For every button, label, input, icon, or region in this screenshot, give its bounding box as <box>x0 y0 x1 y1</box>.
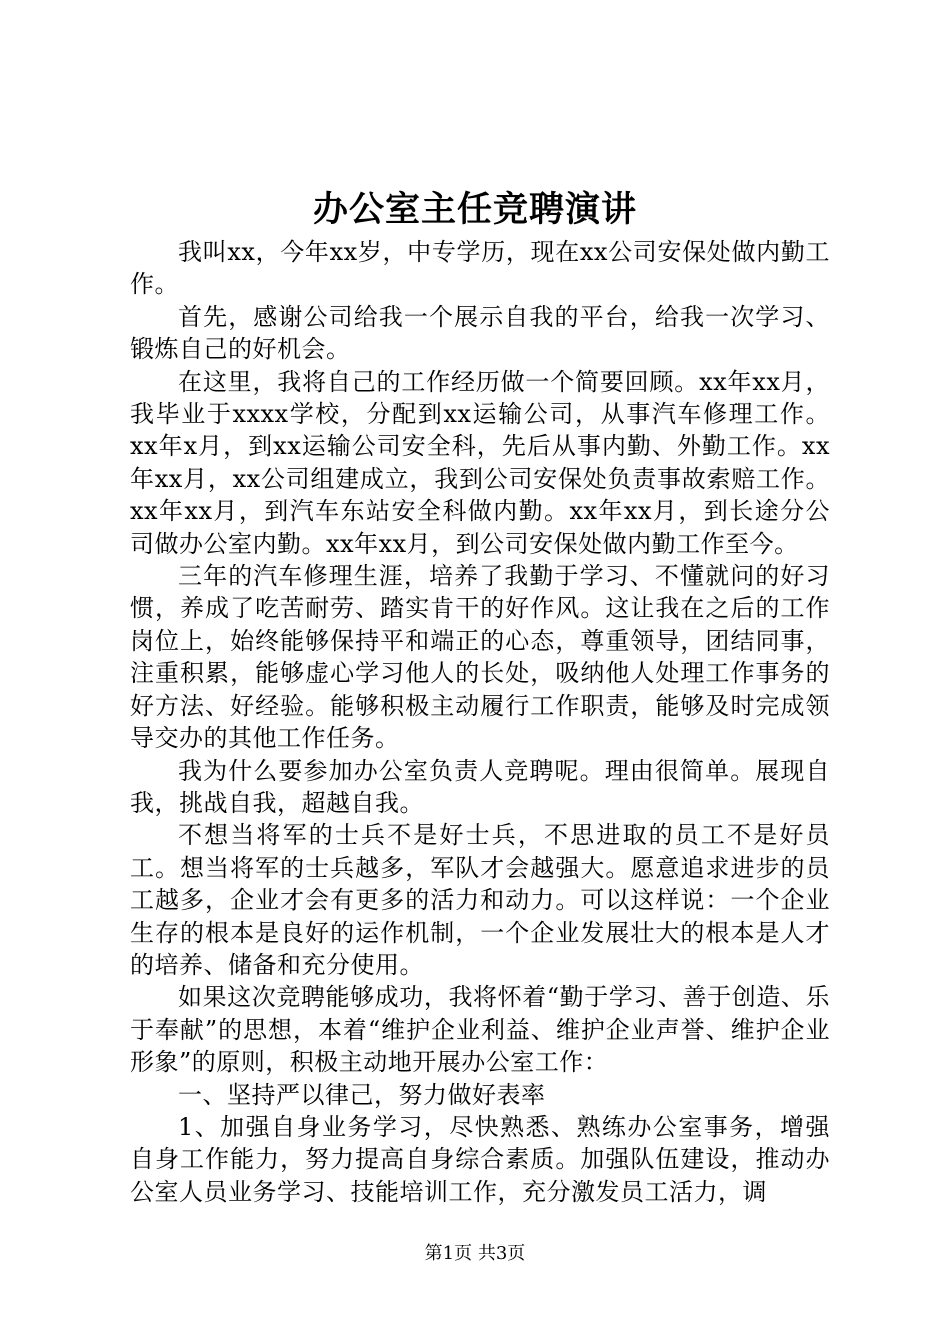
document-body <box>130 236 830 1208</box>
page-number-footer: 第1页 共3页 <box>424 1243 526 1264</box>
paragraph-introduction: 我叫xx，今年xx岁，中专学历，现在xx公司安保处做内勤工作。 <box>130 238 830 299</box>
paragraph-work-history: 在这里，我将自己的工作经历做一个简要回顾。xx年xx月，我毕业于xxxx学校，分配到xx运输公司，从事汽车修理工作。xx年x月，到xx运输公司安全科，先后从事内勤、外勤工作。xx年xx月，xx公司组建成立，我到公司安保处负责事故索赔工作。xx年xx月，到汽车东站安全科做内勤。xx年xx月，到长途分公司做办公室内勤。xx年xx月，到公司安保处做内勤工作至今。 <box>130 367 830 558</box>
paragraph-experience: 三年的汽车修理生涯，培养了我勤于学习、不懂就问的好习惯，养成了吃苦耐劳、踏实肯干的好作风。这让我在之后的工作岗位上，始终能够保持平和端正的心态，尊重领导，团结同事，注重积累，能够虚心学习他人的长处，吸纳他人处理工作事务的好方法、好经验。能够积极主动履行工作职责，能够及时完成领导交办的其他工作任务。 <box>130 562 830 753</box>
paragraph-soldier-metaphor: 不想当将军的士兵不是好士兵，不思进取的员工不是好员工。想当将军的士兵越多，军队才会越强大。愿意追求进步的员工越多，企业才会有更多的活力和动力。可以这样说：一个企业生存的根本是良好的运作机制，一个企业发展壮大的根本是人才的培养、储备和充分使用。 <box>130 821 830 979</box>
section-heading-1: 一、坚持严以律己，努力做好表率 <box>178 1080 546 1109</box>
paragraph-commitment: 如果这次竞聘能够成功，我将怀着“勤于学习、善于创造、乐于奉献”的思想，本着“维护企业利益、维护企业声誉、维护企业形象”的原则，积极主动地开展办公室工作： <box>130 983 830 1077</box>
document-title: 办公室主任竞聘演讲 <box>312 189 637 230</box>
paragraph-thanks: 首先，感谢公司给我一个展示自我的平台，给我一次学习、锻炼自己的好机会。 <box>130 302 830 364</box>
list-item-1: 1、加强自身业务学习，尽快熟悉、熟练办公室事务，增强自身工作能力，努力提高自身综合素质。加强队伍建设，推动办公室人员业务学习、技能培训工作，充分激发员工活力，调 <box>130 1112 830 1206</box>
paragraph-motivation: 我为什么要参加办公室负责人竞聘呢。理由很简单。展现自我，挑战自我，超越自我。 <box>130 756 830 817</box>
